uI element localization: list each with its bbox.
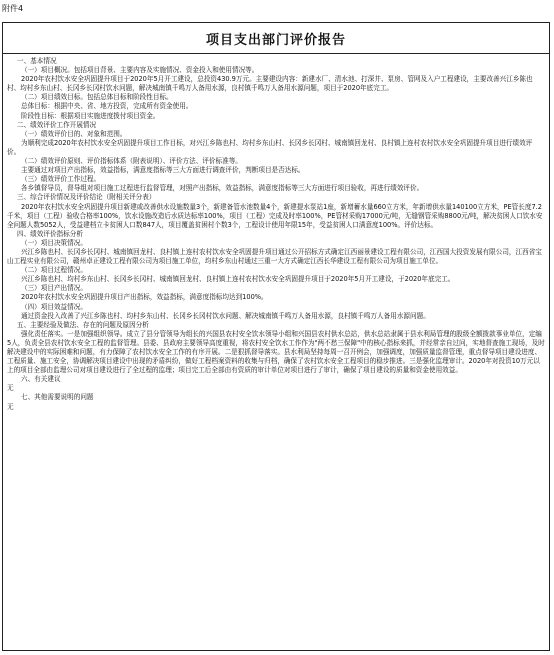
report-line: 2020年农村饮水安全巩固提升项目新建或改善供水设施数量3个，新建备管水池数量4个，新建提水泵站1座，新增蓄水量660立方米，年新增供水量140100立方米，PE管长度7.2千米，项目（工程）验收合格率100%，饮水设施改造后水质达标率100%，项目（工程）完成及时率100%，PE管材采购17000元/吨，无缝钢管采购8800元/吨，解决贫困人口饮水安全问题人数5052人，受益建档立卡贫困人口数847人，项目覆盖贫困村个数3个，工程设计使用年限15年，受益贫困人口满意度100%。评价达标。 bbox=[7, 202, 543, 229]
report-line: 为顺利完成2020年农村饮水安全巩固提升项目工作目标，对兴江乡陈也村、均村乡东山村、长冈乡长冈村、城南镇回龙村、良村镇上连村农村饮水安全巩固提升项目进行绩效评价。 bbox=[7, 138, 533, 156]
report-line: 通过资金投入改善了兴江乡陈也村、均村乡东山村、长冈乡长冈村饮水问题、解决城南镇千鸣万人备用水源，良村镇千鸣万人备用水源问题。 bbox=[21, 311, 430, 320]
report-line: 五、主要经验及做法、存在的问题及原因分析 bbox=[17, 320, 149, 329]
report-line: （二）项目绩效目标。包括总体目标和阶段性目标。 bbox=[21, 93, 173, 102]
report-line: 三、综合评价情况及评价结论（附相关评分表） bbox=[17, 193, 156, 202]
report-title: 项目支出部门评价报告 bbox=[205, 32, 346, 48]
report-line: （一）绩效评价目的、对象和范围。 bbox=[21, 129, 127, 138]
report-line: 强化责任落实。一是加强组织领导。成立了县分管领导为组长的兴国县农村安全饮水领导小组和兴国县农村供水总站，供水总站隶属于县水利局管理的股级全额拨款事业单位，定编5人，负责全县农村饮水安全工程的监督管理。县委、县政府主要领导高度重视，将农村安全饮水工作作为"两不愁三保障"中的核心指标来抓，并经常亲自过问，实地督查施工现场，及时解决建设中的实际困难和问题，有力保障了农村饮水安全工作的有序开展。二是狠抓督导落实。县水利局坚持每周一召开例会，加强调度，加强质量监督管理，重点督导项目建设进度、工程质量、施工安全，协调解决项目建设中出现的矛盾纠纷，做好工程档案资料的收集与归档，确保了农村饮水安全工程项目的稳步推进。三是强化监理审计。2020年对投资10万元以上的项目全部由监理公司对项目建设进行了全过程的监理；项目完工后全部由有资质的审计单位对项目进行了审计，确保了项目建设的质量和资金使用效益。 bbox=[7, 329, 545, 375]
report-line: 各乡镇督导员，督导组对项目施工过程进行监督管理，对照产出指标，效益指标，满意度指标等三大方面进行项目验收，再进行绩效评价。 bbox=[21, 184, 424, 193]
report-line: 七、其他需要说明的问题 bbox=[21, 393, 94, 402]
report-line: 四、绩效评价指标分析 bbox=[17, 229, 83, 238]
attachment-label: 附件4 bbox=[2, 4, 24, 13]
report-line: （一）项目决策情况。 bbox=[21, 238, 87, 247]
report-line: （四）项目效益情况。 bbox=[21, 302, 87, 311]
report-line: （三）项目产出情况。 bbox=[21, 284, 87, 293]
report-line: （二）项目过程情况。 bbox=[21, 266, 87, 275]
report-line: 阶段性目标：根据项目实施进度拨付项目资金。 bbox=[21, 111, 160, 120]
report-line: 兴江乡陈也村、均村乡东山村、长冈乡长冈村、城南镇回龙村、良村镇上连村农村饮水安全巩固提升项目于2020年5月开工建设，于2020年底完工。 bbox=[21, 275, 455, 284]
report-line: 一、基本情况 bbox=[17, 57, 57, 65]
report-frame bbox=[2, 22, 550, 651]
report-line: 2020年农村饮水安全巩固提升项目产出指标，效益指标，满意度指标均达到100%。 bbox=[21, 293, 268, 302]
report-body bbox=[3, 54, 549, 412]
report-line: 无 bbox=[7, 384, 14, 393]
report-line: 2020年农村饮水安全巩固提升项目于2020年5月开工建设，总投资430.9万元。主要建设内容：新建水厂、清水池、打深井、泵房、管网及入户工程建设，主要改善兴江乡陈也村、均村乡东山村、长冈乡长冈村饮水问题，解决城南镇千鸣万人备用水源，良村镇千鸣万人备用水源问题，项目于2020年底完工。 bbox=[7, 75, 533, 93]
title-row bbox=[3, 23, 549, 54]
report-line: （三）绩效评价工作过程。 bbox=[21, 175, 101, 184]
report-line: 总体目标：根据中央、省、地方投资，完成所有资金使用。 bbox=[21, 102, 193, 111]
report-line: （一）项目概况。包括项目背景、主要内容及实施情况、资金投入和使用情况等。 bbox=[21, 66, 259, 75]
report-line: 无 bbox=[7, 402, 14, 411]
report-line: 主要通过对项目产出指标，效益指标，满意度指标等三大方面进行调查评价，判断项目是否达标。 bbox=[21, 166, 305, 175]
report-line: 兴江乡陈也村、长冈乡长冈村、城南镇回龙村、良村镇上连村农村饮水安全巩固提升项目通过公开招标方式确定江西丽景建设工程有限公司，江西国大投资发展有限公司，江西省宝山工程实业有限公司，赣州卓正建设工程有限公司为项目施工单位，均村乡东山村通过三重一大方式确定江西长华建设工程有限公司为项目施工单位。 bbox=[7, 247, 542, 266]
report-line: 二、绩效评价工作开展情况 bbox=[17, 120, 97, 129]
report-line: （二）绩效评价原则、评价指标体系（附表说明）、评价方法、评价标准等。 bbox=[21, 157, 242, 166]
report-line: 六、有关建议 bbox=[21, 375, 61, 384]
